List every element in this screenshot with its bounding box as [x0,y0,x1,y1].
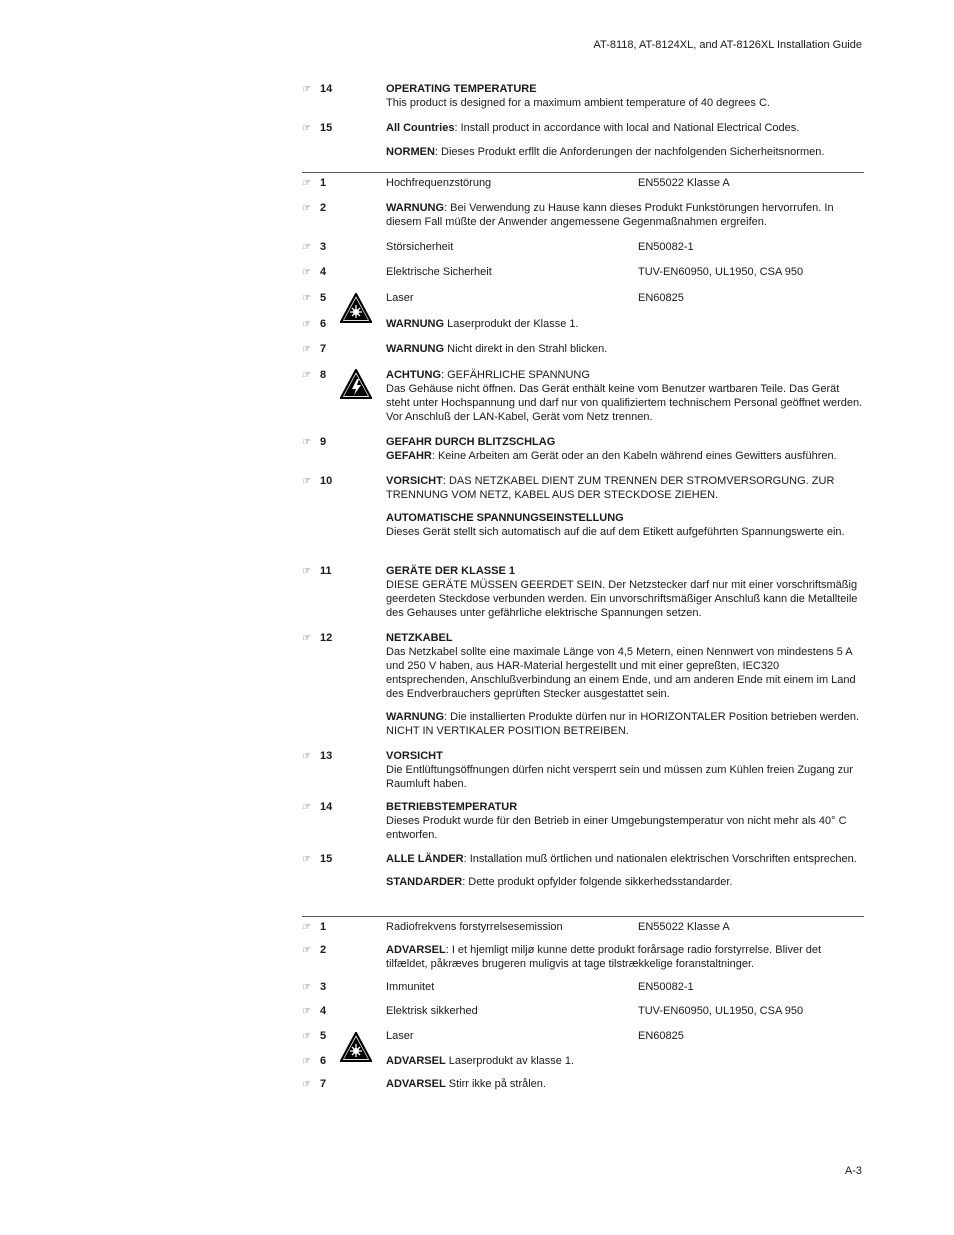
entry-number [302,435,326,450]
entry-value: EN60825 [638,1030,684,1042]
entry-number [302,1077,326,1092]
entry-number-label: 11 [320,565,332,577]
entry-content [386,291,864,305]
entry-keyword: ALLE LÄNDER [386,853,464,865]
entry-number [302,265,326,280]
hand-pointer-icon: ☞ [302,854,311,865]
entry-text: Stirr ikke på strålen. [445,1078,546,1090]
entry-number-label: 9 [320,436,327,448]
entry-number-label: 4 [320,1005,327,1017]
hand-pointer-icon: ☞ [302,476,311,487]
entry-number [302,342,326,357]
entry-number-label: 6 [320,1055,327,1067]
entry-paragraph [386,342,864,356]
entry-paragraph [386,1077,864,1091]
entry-keyword: ACHTUNG [386,369,441,381]
laser-warning-icon [340,293,372,323]
entry-number [302,1029,326,1044]
entry-text: : Dieses Produkt erfllt die Anforderungen der nachfolgenden Sicherheitsnormen. [434,146,825,158]
entry-label: Radiofrekvens forstyrrelsesemission [386,921,563,933]
section-divider [302,916,864,917]
hand-pointer-icon: ☞ [302,242,311,253]
entry-keyword: All Countries [386,122,455,134]
entry-content [386,317,864,331]
entry-label: Störsicherheit [386,241,454,253]
entry-text: : Installation muß örtlichen und nationalen elektrischen Vorschriften entsprechen. [463,853,857,865]
hand-pointer-icon: ☞ [302,123,311,134]
entry-label: Laser [386,292,414,304]
entry-number [302,121,332,136]
entry-text: Das Netzkabel sollte eine maximale Länge von 4,5 Metern, einen Nennwert von mindestens 5 A und 250 V haben, aus HAR-Material hergestellt und mit einer gepreßten, IEC320 entsprechenden, Anschlußverbindung an einem Ende, und am anderen Ende mit einem im Land des Endverbrauchers geprüften Stecker ausgestattet sein. [386,646,856,700]
entry-number-label: 5 [320,292,327,304]
entry-text: DIESE GERÄTE MÜSSEN GEERDET SEIN. Der Netzstecker darf nur mit einer vorschriftsmäßig geerdeten Steckdose verbunden werden. Ein unvorschriftsmäßiger Anschluß kann die Metallteile des Gehauses unter gefährliche elektrische Spannungen setzen. [386,579,858,619]
hand-pointer-icon: ☞ [302,178,311,189]
entry-keyword: WARNUNG [386,343,445,355]
entry-number [302,1004,326,1019]
entry-number-label: 6 [320,318,327,330]
entry-content [386,1054,864,1068]
hand-pointer-icon: ☞ [302,633,311,644]
entry-title: VORSICHT [386,750,443,762]
hand-pointer-icon: ☞ [302,982,311,993]
entry-content [386,435,864,463]
entry-keyword: VORSICHT [386,475,443,487]
section-divider [302,172,864,173]
entry-content [386,631,864,738]
entry-value: EN50082-1 [638,981,694,993]
entry-number [302,291,326,306]
entry-number-label: 8 [320,369,327,381]
entry-text: : Die installierten Produkte dürfen nur in HORIZONTALER Position betrieben werden. NICHT IN VERTIKALER POSITION BETREIBEN. [386,711,859,737]
entry-title: GERÄTE DER KLASSE 1 [386,565,515,577]
running-header: AT-8118, AT-8124XL, and AT-8126XL Installation Guide [593,39,862,51]
entry-number-label: 5 [320,1030,327,1042]
entry-label: Hochfrequenzstörung [386,177,492,189]
entry-number-label: 15 [320,853,333,865]
entry-number [302,176,326,191]
entry-paragraph [386,201,864,229]
entry-number [302,631,332,646]
entry-text: Laserprodukt der Klasse 1. [444,318,579,330]
entry-label: Elektrische Sicherheit [386,266,492,278]
entry-number-label: 14 [320,83,333,95]
entry-keyword: WARNUNG [386,318,445,330]
entry-content [386,749,864,791]
entry-content [386,121,864,159]
entry-text: : I et hjemligt miljø kunne dette produkt forårsage radio forstyrrelse. Bliver det tilfældet, påkræves brugeren muligvis at tage tilstrækkelige foranstaltninger. [386,944,822,970]
entry-text: This product is designed for a maximum ambient temperature of 40 degrees C. [386,97,770,109]
hand-pointer-icon: ☞ [302,293,311,304]
entry-paragraph [386,852,864,866]
entry-text: : Bei Verwendung zu Hause kann dieses Produkt Funkstörungen hervorrufen. In diesem Fall müßte der Anwender angemessene Gegenmaßnahmen ergreifen. [386,202,834,228]
hand-pointer-icon: ☞ [302,751,311,762]
entry-text: : DAS NETZKABEL DIENT ZUM TRENNEN DER STROMVERSORGUNG. ZUR TRENNUNG VOM NETZ, KABEL AUS DER STECKDOSE ZIEHEN. [386,475,835,501]
entry-number [302,564,332,579]
entry-number-label: 15 [320,122,333,134]
entry-paragraph [386,710,864,738]
hand-pointer-icon: ☞ [302,370,311,381]
entry-content [386,980,864,994]
entry-text: : Install product in accordance with local and National Electrical Codes. [454,122,800,134]
entry-number-label: 7 [320,343,327,355]
entry-text: Dieses Produkt wurde für den Betrieb in einer Umgebungstemperatur von nicht mehr als 40° C entworfen. [386,815,847,841]
entry-text: : Keine Arbeiten am Gerät oder an den Kabeln während eines Gewitters ausführen. [431,450,837,462]
entry-content [386,201,864,229]
laser-warning-icon [340,1032,372,1062]
hand-pointer-icon: ☞ [302,319,311,330]
entry-value: EN55022 Klasse A [638,921,730,933]
hand-pointer-icon: ☞ [302,922,311,933]
entry-number-label: 10 [320,475,333,487]
entry-keyword: WARNUNG [386,202,445,214]
hand-pointer-icon: ☞ [302,566,311,577]
entry-paragraph [386,121,864,135]
entry-paragraph: ACHTUNG: GEFÄHRLICHE SPANNUNG [386,369,590,381]
entry-keyword: NORMEN [386,146,435,158]
entry-keyword: WARNUNG [386,711,445,723]
entry-title: GEFAHR DURCH BLITZSCHLAG [386,436,556,448]
hand-pointer-icon: ☞ [302,1079,311,1090]
entry-number [302,201,326,216]
entry-number [302,368,326,383]
entry-paragraph [386,875,864,889]
entry-content [386,240,864,254]
entry-title: NETZKABEL [386,632,453,644]
hand-pointer-icon: ☞ [302,1056,311,1067]
entry-content [386,1077,864,1091]
entry-title: OPERATING TEMPERATURE [386,83,537,95]
entry-content [386,474,864,539]
entry-content [386,176,864,190]
hand-pointer-icon: ☞ [302,945,311,956]
hand-pointer-icon: ☞ [302,84,311,95]
hand-pointer-icon: ☞ [302,344,311,355]
entry-text: Nicht direkt in den Strahl blicken. [444,343,608,355]
entry-number [302,317,326,332]
entry-paragraph [386,449,864,463]
entry-number-label: 1 [320,921,327,933]
entry-text: Die Entlüftungsöffnungen dürfen nicht versperrt sein und müssen zum Kühlen freien Zugang zur Raumluft haben. [386,764,853,790]
entry-number [302,800,332,815]
hand-pointer-icon: ☞ [302,802,311,813]
hand-pointer-icon: ☞ [302,437,311,448]
entry-number-label: 3 [320,241,327,253]
entry-number [302,980,326,995]
entry-number-label: 2 [320,944,327,956]
entry-content [386,943,864,971]
entry-content [386,800,864,842]
entry-content [386,564,864,620]
entry-number-label: 1 [320,177,327,189]
entry-number [302,82,332,97]
entry-number [302,943,326,958]
entry-content [386,852,864,889]
entry-paragraph [386,474,864,502]
entry-number [302,474,332,489]
hand-pointer-icon: ☞ [302,267,311,278]
entry-content [386,368,864,424]
entry-value: TUV-EN60950, UL1950, CSA 950 [638,266,804,278]
entry-text: : Dette produkt opfylder folgende sikkerhedsstandarder. [462,876,733,888]
entry-keyword: STANDARDER [386,876,463,888]
entry-title: BETRIEBSTEMPERATUR [386,801,518,813]
entry-number-label: 14 [320,801,333,813]
entry-title: AUTOMATISCHE SPANNUNGSEINSTELLUNG [386,512,624,524]
entry-value: EN55022 Klasse A [638,177,730,189]
entry-content [386,1029,864,1043]
entry-number-label: 12 [320,632,333,644]
entry-paragraph [386,1054,864,1068]
entry-number-label: 3 [320,981,327,993]
entry-number-label: 4 [320,266,327,278]
entry-content [386,342,864,356]
entry-value: TUV-EN60950, UL1950, CSA 950 [638,1005,804,1017]
entry-number [302,852,332,867]
hand-pointer-icon: ☞ [302,1006,311,1017]
entry-text: Dieses Gerät stellt sich automatisch auf die auf dem Etikett aufgeführten Spannungswerte ein. [386,526,845,538]
entry-label: Laser [386,1030,414,1042]
entry-number [302,1054,326,1069]
hand-pointer-icon: ☞ [302,1031,311,1042]
hand-pointer-icon: ☞ [302,203,311,214]
entry-text: Laserprodukt av klasse 1. [445,1055,575,1067]
entry-number [302,920,326,935]
entry-keyword: ADVARSEL [386,944,446,956]
entry-text: Das Gehäuse nicht öffnen. Das Gerät enthält keine vom Benutzer wartbaren Teile. Das Gerät steht unter Hochspannung und darf nur von qualifiziertem technischem Personal geöffnet werden. Vor Anschluß der LAN-Kabel, Gerät vom Netz trennen. [386,383,863,423]
entry-number-label: 2 [320,202,327,214]
entry-number-label: 13 [320,750,333,762]
entry-content [386,920,864,934]
entry-keyword: ADVARSEL [386,1078,446,1090]
entry-label: Elektrisk sikkerhed [386,1005,478,1017]
entry-paragraph [386,317,864,331]
entry-value: EN60825 [638,292,684,304]
entry-keyword: ADVARSEL [386,1055,446,1067]
entry-label: Immunitet [386,981,435,993]
entry-number [302,240,326,255]
entry-paragraph [386,943,864,971]
page-number: A-3 [844,1165,862,1177]
high-voltage-warning-icon [340,369,372,399]
entry-number [302,749,332,764]
entry-content [386,82,864,110]
entry-paragraph [386,145,864,159]
entry-value: EN50082-1 [638,241,694,253]
entry-number-label: 7 [320,1078,327,1090]
entry-keyword: GEFAHR [386,450,432,462]
